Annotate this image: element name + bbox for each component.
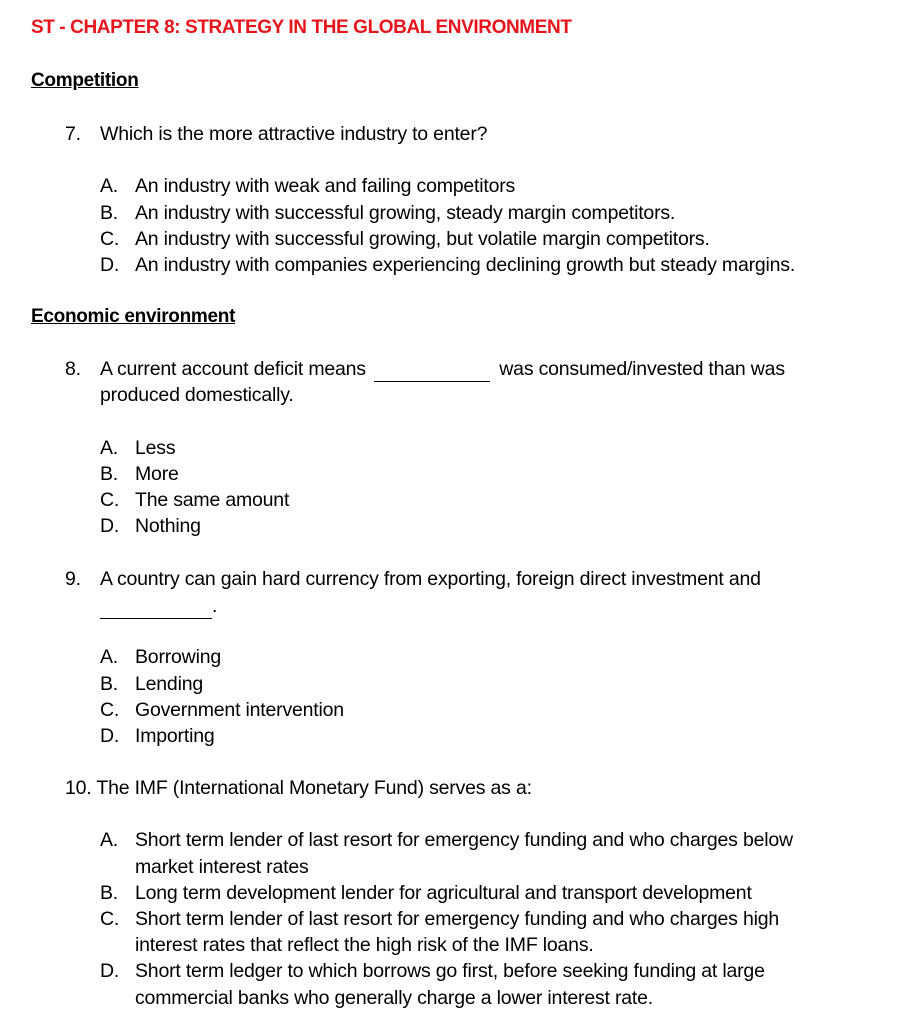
question-9-text-line-2 [100,595,217,619]
question-10-option-d-text-line-1: Short term ledger to which borrows go first, before seeking funding at large [135,960,765,982]
question-9-answer-blank [100,595,212,619]
question-8-answer-blank [374,358,490,382]
question-8-option-b-label: B. [100,463,119,485]
question-9-option-a-text: Borrowing [135,646,221,668]
question-9-option-b-label: B. [100,673,119,695]
question-9-option-a-label: A. [100,646,119,668]
question-10-option-c-text-line-1: Short term lender of last resort for emergency funding and who charges high [135,908,780,930]
question-9-line-end: . [212,595,218,617]
question-8-option-b-text: More [135,463,179,485]
question-8-option-c-text: The same amount [135,489,290,511]
question-9-option-d-text: Importing [135,725,215,747]
question-7-option-b-text: An industry with successful growing, steady margin competitors. [135,202,676,224]
question-8-option-a-text: Less [135,437,176,459]
question-9-option-d-label: D. [100,725,120,747]
question-10-option-c-label: C. [100,908,120,930]
question-7-option-d-label: D. [100,254,120,276]
question-8-number: 8. [65,358,81,380]
question-10-option-a-text-line-2: market interest rates [135,856,309,878]
question-7-option-a-text: An industry with weak and failing competitors [135,175,516,197]
question-10-option-b-label: B. [100,882,119,904]
question-8-text-after-blank: was consumed/invested than was [499,358,785,380]
question-9-option-c-text: Government intervention [135,699,344,721]
question-7-option-d-text: An industry with companies experiencing declining growth but steady margins. [135,254,796,276]
section-heading-economic-environment: Economic environment [31,306,236,327]
question-10-option-b-text-line-1: Long term development lender for agricultural and transport development [135,882,752,904]
question-8-option-a-label: A. [100,437,119,459]
question-7-option-a-label: A. [100,175,119,197]
question-7-number: 7. [65,123,81,145]
question-8-text-line-1 [100,358,785,382]
question-10-option-d-label: D. [100,960,120,982]
question-9-text: A country can gain hard currency from exporting, foreign direct investment and [100,568,761,590]
question-10-option-a-text-line-1: Short term lender of last resort for emergency funding and who charges below [135,829,793,851]
question-7-text: Which is the more attractive industry to enter? [100,123,488,145]
question-9-option-b-text: Lending [135,673,204,695]
question-10-option-d-text-line-2: commercial banks who generally charge a lower interest rate. [135,987,653,1009]
question-7-option-b-label: B. [100,202,119,224]
question-7-option-c-text: An industry with successful growing, but volatile margin competitors. [135,228,710,250]
question-9-option-c-label: C. [100,699,120,721]
question-8-text-before-blank: A current account deficit means [100,358,366,380]
question-8-option-d-text: Nothing [135,515,201,537]
question-7-option-c-label: C. [100,228,120,250]
page-title: ST - CHAPTER 8: STRATEGY IN THE GLOBAL ENVIRONMENT [31,17,572,38]
question-10-option-c-text-line-2: interest rates that reflect the high risk of the IMF loans. [135,934,594,956]
question-8-option-d-label: D. [100,515,120,537]
question-10-text: 10. The IMF (International Monetary Fund) serves as a: [65,777,532,799]
question-9-number: 9. [65,568,81,590]
question-8-option-c-label: C. [100,489,120,511]
section-heading-competition: Competition [31,70,139,91]
question-10-option-a-label: A. [100,829,119,851]
question-8-text-line-2: produced domestically. [100,384,294,406]
